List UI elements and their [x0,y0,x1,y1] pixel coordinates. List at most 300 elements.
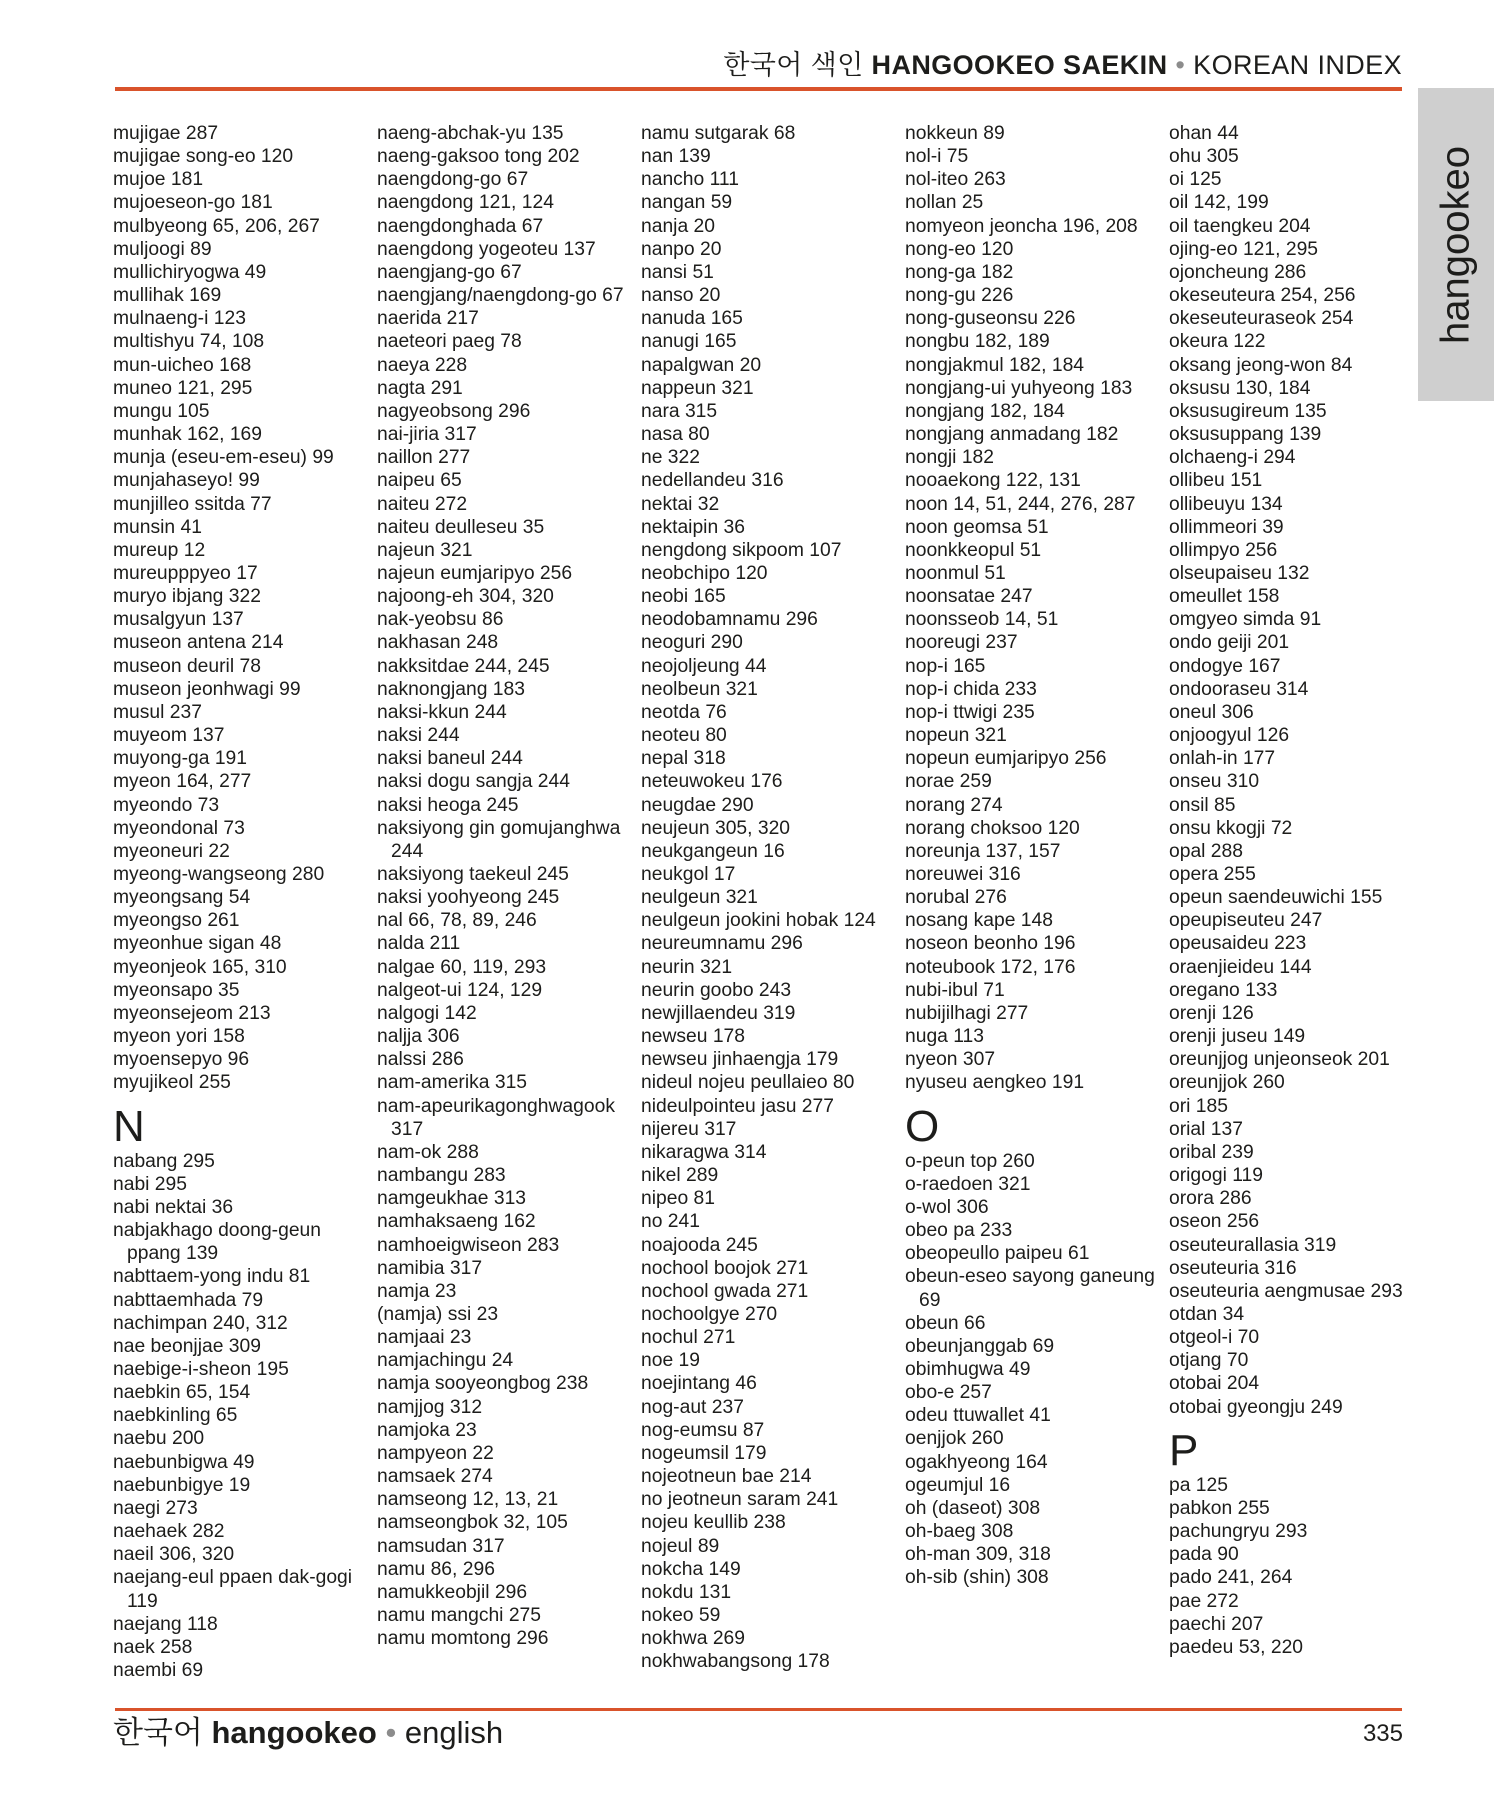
index-entry: omgyeo simda 91 [1169,609,1322,631]
index-entry: muneo 121, 295 [113,377,253,399]
index-entry: otjang 70 [1169,1350,1249,1372]
index-entry: nongbu 182, 189 [905,331,1050,353]
index-entry: neukgangeun 16 [641,840,785,862]
index-entry: mun-uicheo 168 [113,354,252,376]
index-entry: naebunbigwa 49 [113,1451,255,1473]
index-column-2 [377,122,629,1650]
index-entry: nollan 25 [905,192,984,214]
index-entry: namjjog 312 [377,1396,483,1418]
index-entry: myeonjeok 165, 310 [113,956,287,978]
index-entry: noon geomsa 51 [905,516,1049,538]
index-entry: nak-yeobsu 86 [377,609,504,631]
index-entry: nyeon 307 [905,1049,996,1071]
index-entry: namjachingu 24 [377,1350,514,1372]
index-entry: naengdong 121, 124 [377,192,554,214]
index-entry: mureup 12 [113,539,206,561]
index-entry: nakhasan 248 [377,632,499,654]
index-entry: paechi 207 [1169,1613,1264,1635]
index-entry: obeunjanggab 69 [905,1335,1055,1357]
index-entry: olseupaiseu 132 [1169,562,1310,584]
index-entry: opal 288 [1169,840,1243,862]
index-entry: okeura 122 [1169,331,1266,353]
index-entry: mujigae song-eo 120 [113,146,294,168]
index-entry: najoong-eh 304, 320 [377,586,554,608]
index-entry: oreunjjok 260 [1169,1072,1285,1094]
index-entry: noejintang 46 [641,1373,757,1395]
index-entry: obeun 66 [905,1312,986,1334]
index-entry: munja (eseu-em-eseu) 99 [113,447,334,469]
index-entry: oi 125 [1169,169,1222,191]
index-entry: naksi dogu sangja 244 [377,771,570,793]
index-entry: naejang-eul ppaen dak-gogi 119 [113,1567,353,1612]
index-entry: myeongsang 54 [113,887,251,909]
index-entry: ondo geiji 201 [1169,632,1290,654]
index-entry: noteubook 172, 176 [905,956,1076,978]
index-entry: namjoka 23 [377,1419,477,1441]
footer-english: english [404,1715,504,1750]
index-entry: nog-aut 237 [641,1396,744,1418]
index-entry: nyuseu aengkeo 191 [905,1072,1085,1094]
index-entry: nachimpan 240, 312 [113,1312,288,1334]
index-entry: nol-iteo 263 [905,169,1006,191]
index-entry: nam-apeurikagonghwagook 317 [377,1095,615,1140]
index-entry: norang 274 [905,794,1003,816]
index-entry: oksusu 130, 184 [1169,377,1311,399]
index-entry: naembi 69 [113,1660,204,1681]
index-entry: otdan 34 [1169,1303,1245,1325]
index-entry: nongji 182 [905,447,994,469]
index-entry: ojing-eo 121, 295 [1169,238,1319,260]
index-entry: ondogye 167 [1169,655,1281,677]
index-entry: noonsatae 247 [905,586,1033,608]
index-entry: namu mangchi 275 [377,1605,541,1626]
index-entry: obimhugwa 49 [905,1358,1031,1380]
running-footer [113,1710,503,1756]
footer-korean: 한국어 [113,1715,203,1750]
index-entry: naeng-gaksoo tong 202 [377,146,580,168]
index-entry: munjilleo ssitda 77 [113,493,272,515]
index-entry: musul 237 [113,701,202,723]
index-entry: nochoolgye 270 [641,1303,778,1325]
index-entry: neoteu 80 [641,725,727,747]
index-entry: otobai gyeongju 249 [1169,1396,1343,1418]
index-entry: myeonhue sigan 48 [113,933,282,955]
index-entry: nangan 59 [641,192,733,214]
index-entry: myeongso 261 [113,910,240,932]
index-entry: nasa 80 [641,424,710,446]
index-entry: nong-guseonsu 226 [905,308,1076,330]
index-entry: namu 86, 296 [377,1558,495,1580]
index-entry: najeun 321 [377,539,473,561]
index-entry: mullichiryogwa 49 [113,261,267,283]
index-entry: ondooraseu 314 [1169,678,1309,700]
index-entry: nambangu 283 [377,1165,506,1187]
index-entry: namu momtong 296 [377,1628,549,1650]
index-entry: nae beonjjae 309 [113,1335,261,1357]
index-entry: naipeu 65 [377,470,462,492]
index-entry: origogi 119 [1169,1165,1263,1187]
index-entry: orenji juseu 149 [1169,1026,1306,1048]
page-number: 335 [1362,1720,1403,1747]
index-entry: opeupiseuteu 247 [1169,910,1323,932]
index-entry: nepal 318 [641,748,726,770]
index-entry: neulgeun 321 [641,887,758,909]
index-entry: neodobamnamu 296 [641,609,818,631]
index-entry: nanugi 165 [641,331,737,353]
index-entry: nop-i ttwigi 235 [905,701,1035,723]
index-entry: ojoncheung 286 [1169,261,1307,283]
index-entry: nancho 111 [641,169,739,191]
index-entry: obeo pa 233 [905,1220,1013,1242]
index-entry: oraenjieideu 144 [1169,956,1312,978]
index-entry: naiteu 272 [377,493,468,515]
index-entry: mujoeseon-go 181 [113,192,273,214]
header-title: HANGOOKEO SAEKIN [871,50,1168,80]
index-entry: nara 315 [641,400,718,422]
index-entry: olchaeng-i 294 [1169,447,1296,469]
index-entry: neujeun 305, 320 [641,817,791,839]
index-entry: ohan 44 [1169,123,1239,144]
index-entry: norang choksoo 120 [905,817,1080,839]
index-entry: mujigae 287 [113,123,219,144]
section-letter: P [1169,1425,1199,1475]
index-entry: muljoogi 89 [113,238,212,260]
index-entry: naehaek 282 [113,1521,225,1543]
index-entry: mungu 105 [113,400,210,422]
index-entry: naejang 118 [113,1613,218,1635]
index-entry: neobchipo 120 [641,562,768,584]
index-entry: neobi 165 [641,586,726,608]
index-entry: nojeu keullib 238 [641,1512,786,1534]
index-entry: ogakhyeong 164 [905,1451,1048,1473]
index-entry: oseuteuria 316 [1169,1257,1297,1279]
index-entry: obo-e 257 [905,1382,992,1404]
index-entry: namukkeobjil 296 [377,1581,528,1603]
index-entry: naksi heoga 245 [377,794,519,816]
index-entry: nokhwa 269 [641,1628,745,1650]
index-entry: nanuda 165 [641,308,743,330]
index-entry: oksusugireum 135 [1169,400,1327,422]
index-entry: nektaipin 36 [641,516,745,538]
index-entry: muyeom 137 [113,725,225,747]
index-entry: obeun-eseo sayong ganeung 69 [905,1266,1155,1311]
index-entry: nongjakmul 182, 184 [905,354,1085,376]
index-entry: noajooda 245 [641,1234,758,1256]
index-entry: nakksitdae 244, 245 [377,655,550,677]
index-entry: nengdong sikpoom 107 [641,539,842,561]
index-entry: neotda 76 [641,701,727,723]
index-entry: nikel 289 [641,1165,719,1187]
index-entry: myeondo 73 [113,794,220,816]
index-entry: myeon yori 158 [113,1026,245,1048]
index-entry: nalgeot-ui 124, 129 [377,979,543,1001]
index-entry: naksiyong gin gomujanghwa 244 [377,817,621,862]
index-entry: mureupppyeo 17 [113,562,258,584]
index-entry: neurin goobo 243 [641,979,792,1001]
index-entry: no 241 [641,1211,700,1233]
index-entry: musalgyun 137 [113,609,244,631]
index-entry: nabttaem-yong indu 81 [113,1266,311,1288]
index-entry: noreunja 137, 157 [905,840,1061,862]
index-entry: oksusuppang 139 [1169,424,1322,446]
index-entry: nubijilhagi 277 [905,1002,1029,1024]
index-entry: opeun saendeuwichi 155 [1169,887,1383,909]
index-entry: naeteori paeg 78 [377,331,522,353]
index-entry: nog-eumsu 87 [641,1419,765,1441]
section-letter: O [905,1101,940,1151]
index-entry: namhoeigwiseon 283 [377,1234,560,1256]
index-entry: oksang jeong-won 84 [1169,354,1353,376]
index-entry: museon deuril 78 [113,655,261,677]
header-separator: • [1175,50,1186,80]
header-subtitle: KOREAN INDEX [1193,50,1402,80]
index-entry: norubal 276 [905,887,1007,909]
index-entry: myeondonal 73 [113,817,245,839]
index-entry: nalgogi 142 [377,1002,477,1024]
index-entry: nong-ga 182 [905,261,1014,283]
index-entry: odeu ttuwallet 41 [905,1405,1051,1427]
index-entry: nan 139 [641,146,711,168]
index-entry: oh-baeg 308 [905,1521,1014,1543]
index-entry: nai-jiria 317 [377,424,477,446]
index-entry: naengdonghada 67 [377,215,544,237]
index-entry: nanso 20 [641,285,721,307]
index-entry: noonsseob 14, 51 [905,609,1059,631]
index-entry: noonkkeopul 51 [905,539,1042,561]
index-entry: nansi 51 [641,261,714,283]
index-entry: opeusaideu 223 [1169,933,1307,955]
index-entry: myeong-wangseong 280 [113,864,325,885]
index-entry: oil 142, 199 [1169,192,1269,214]
index-entry: nipeo 81 [641,1188,715,1210]
index-entry: pachungryu 293 [1169,1521,1308,1543]
index-entry: nal 66, 78, 89, 246 [377,910,537,932]
index-entry: nampyeon 22 [377,1442,494,1464]
index-entry: napalgwan 20 [641,354,762,376]
index-entry: oh-man 309, 318 [905,1544,1051,1566]
index-entry: myujikeol 255 [113,1072,231,1094]
index-entry: oribal 239 [1169,1141,1254,1163]
index-entry: neugdae 290 [641,794,754,816]
index-entry: nijereu 317 [641,1118,737,1140]
index-entry: naerida 217 [377,308,479,330]
index-entry: museon jeonhwagi 99 [113,678,301,700]
index-entry: nokhwabangsong 178 [641,1651,830,1673]
index-entry: namgeukhae 313 [377,1188,527,1210]
index-entry: mulnaeng-i 123 [113,308,246,330]
index-entry: onsil 85 [1169,794,1236,816]
index-entry: omeullet 158 [1169,586,1280,608]
index-entry: pada 90 [1169,1544,1239,1566]
index-entry: nochul 271 [641,1327,736,1349]
index-entry: nogeumsil 179 [641,1442,767,1464]
index-entry: nol-i 75 [905,146,969,168]
index-entry: nubi-ibul 71 [905,979,1005,1001]
index-entry: neojoljeung 44 [641,655,767,677]
index-entry: naengdong yogeoteu 137 [377,238,596,260]
index-column-3 [641,122,893,1673]
index-entry: onlah-in 177 [1169,748,1276,770]
index-entry: museon antena 214 [113,632,284,654]
index-entry: naengjang/naengdong-go 67 [377,285,624,307]
index-entry: pae 272 [1169,1590,1239,1612]
index-entry: nooaekong 122, 131 [905,470,1081,492]
index-entry: namibia 317 [377,1257,483,1279]
index-entry: nanja 20 [641,215,715,237]
index-entry: orora 286 [1169,1188,1252,1210]
index-entry: neureumnamu 296 [641,933,803,955]
index-column-4 [905,122,1157,1590]
index-entry: multishyu 74, 108 [113,331,265,353]
index-entry: mullihak 169 [113,285,222,307]
index-entry: neukgol 17 [641,864,736,885]
index-entry: nideulpointeu jasu 277 [641,1095,834,1117]
index-entry: oseuteurallasia 319 [1169,1234,1337,1256]
index-entry: mujoe 181 [113,169,204,191]
index-entry: nokkeun 89 [905,123,1005,144]
index-entry: nokdu 131 [641,1581,732,1603]
index-entry: ohu 305 [1169,146,1239,168]
index-entry: naksi 244 [377,725,460,747]
index-entry: ori 185 [1169,1095,1228,1117]
index-entry: newseu jinhaengja 179 [641,1049,839,1071]
index-entry: namsudan 317 [377,1535,505,1557]
footer-language: hangookeo [211,1715,377,1750]
index-entry: oenjjok 260 [905,1428,1004,1450]
index-entry: naebu 200 [113,1428,205,1450]
side-tab [1418,88,1494,401]
index-entry: nop-i 165 [905,655,986,677]
index-entry: nabttaemhada 79 [113,1289,264,1311]
index-entry: okeseuteura 254, 256 [1169,285,1356,307]
index-entry: nong-eo 120 [905,238,1014,260]
index-entry: mulbyeong 65, 206, 267 [113,215,320,237]
index-entry: nomyeon jeoncha 196, 208 [905,215,1138,237]
index-entry: myoensepyo 96 [113,1049,250,1071]
index-entry: opera 255 [1169,864,1256,885]
header-rule [115,87,1402,91]
index-entry: namja sooyeongbog 238 [377,1373,589,1395]
index-entry: naeya 228 [377,354,468,376]
index-entry: oil taengkeu 204 [1169,215,1311,237]
index-entry: nabi nektai 36 [113,1196,234,1218]
index-entry: nooreugi 237 [905,632,1018,654]
index-entry: paedeu 53, 220 [1169,1636,1304,1658]
index-entry: naegi 273 [113,1497,198,1519]
index-entry: nuga 113 [905,1026,984,1048]
index-entry: ogeumjul 16 [905,1474,1011,1496]
index-entry: nopeun eumjaripyo 256 [905,748,1107,770]
index-entry: o-wol 306 [905,1196,989,1218]
index-entry: naksi yoohyeong 245 [377,887,560,909]
index-entry: neteuwokeu 176 [641,771,783,793]
index-entry: ollimmeori 39 [1169,516,1284,538]
index-entry: nedellandeu 316 [641,470,784,492]
index-entry: nalssi 286 [377,1049,464,1071]
index-entry: naknongjang 183 [377,678,525,700]
index-entry: oregano 133 [1169,979,1278,1001]
index-entry: naillon 277 [377,447,471,469]
index-entry: nongjang anmadang 182 [905,424,1119,446]
index-entry: oseuteuria aengmusae 293 [1169,1280,1403,1302]
index-entry: naksiyong taekeul 245 [377,864,569,885]
index-entry: nappeun 321 [641,377,754,399]
index-entry: namhaksaeng 162 [377,1211,536,1233]
index-entry: nop-i chida 233 [905,678,1037,700]
header-korean: 한국어 색인 [723,50,864,80]
index-entry: naengdong-go 67 [377,169,529,191]
index-entry: noseon beonho 196 [905,933,1076,955]
index-entry: munjahaseyo! 99 [113,470,260,492]
side-tab-label: hangookeo [1433,145,1478,344]
index-entry: nideul nojeu peullaieo 80 [641,1072,855,1094]
index-entry: naebkin 65, 154 [113,1382,251,1404]
index-entry: obeopeullo paipeu 61 [905,1243,1090,1265]
index-entry: ollibeuyu 134 [1169,493,1283,515]
index-entry: naksi baneul 244 [377,748,523,770]
index-entry: onsu kkogji 72 [1169,817,1293,839]
index-entry: muryo ibjang 322 [113,586,261,608]
index-entry: nabjakhago doong-geun ppang 139 [113,1220,321,1265]
index-entry: namseong 12, 13, 21 [377,1489,559,1511]
index-entry: newseu 178 [641,1026,745,1048]
index-entry: nalda 211 [377,933,461,955]
index-entry: orial 137 [1169,1118,1243,1140]
index-entry: o-raedoen 321 [905,1173,1031,1195]
index-entry: namseongbok 32, 105 [377,1512,568,1534]
index-entry: nosang kape 148 [905,910,1053,932]
index-entry: ollimpyo 256 [1169,539,1278,561]
index-entry: noon 14, 51, 244, 276, 287 [905,493,1136,515]
index-entry: nopeun 321 [905,725,1007,747]
index-column-1 [113,122,365,1682]
index-entry: namja 23 [377,1280,457,1302]
index-entry: munhak 162, 169 [113,424,263,446]
index-entry: myeon 164, 277 [113,771,252,793]
index-entry: o-peun top 260 [905,1150,1035,1172]
running-header [115,48,1402,82]
index-entry: onseu 310 [1169,771,1260,793]
index-entry: najeun eumjaripyo 256 [377,562,573,584]
footer-separator: • [385,1715,397,1750]
index-entry: oneul 306 [1169,701,1254,723]
index-entry: naiteu deulleseu 35 [377,516,545,538]
index-entry: namu sutgarak 68 [641,123,796,144]
index-entry: nongjang 182, 184 [905,400,1065,422]
index-entry: nabang 295 [113,1150,215,1172]
index-entry: naeil 306, 320 [113,1544,235,1566]
index-entry: namjaai 23 [377,1327,472,1349]
index-entry: nokeo 59 [641,1605,721,1626]
index-entry: pa 125 [1169,1474,1228,1496]
index-entry: oreunjjog unjeonseok 201 [1169,1049,1390,1071]
index-entry: nam-ok 288 [377,1141,479,1163]
index-entry: nongjang-ui yuhyeong 183 [905,377,1133,399]
index-entry: munsin 41 [113,516,202,538]
index-entry: otgeol-i 70 [1169,1327,1260,1349]
section-letter: N [113,1101,145,1151]
index-entry: nagyeobsong 296 [377,400,531,422]
index-entry: nojeotneun bae 214 [641,1466,812,1488]
index-entry: noe 19 [641,1350,700,1372]
index-entry: naksi-kkun 244 [377,701,507,723]
index-entry: naeng-abchak-yu 135 [377,123,564,144]
index-entry: noreuwei 316 [905,864,1021,885]
index-entry: nochool gwada 271 [641,1280,809,1302]
index-entry: myeonsejeom 213 [113,1002,271,1024]
index-entry: newjillaendeu 319 [641,1002,796,1024]
index-entry: neolbeun 321 [641,678,758,700]
